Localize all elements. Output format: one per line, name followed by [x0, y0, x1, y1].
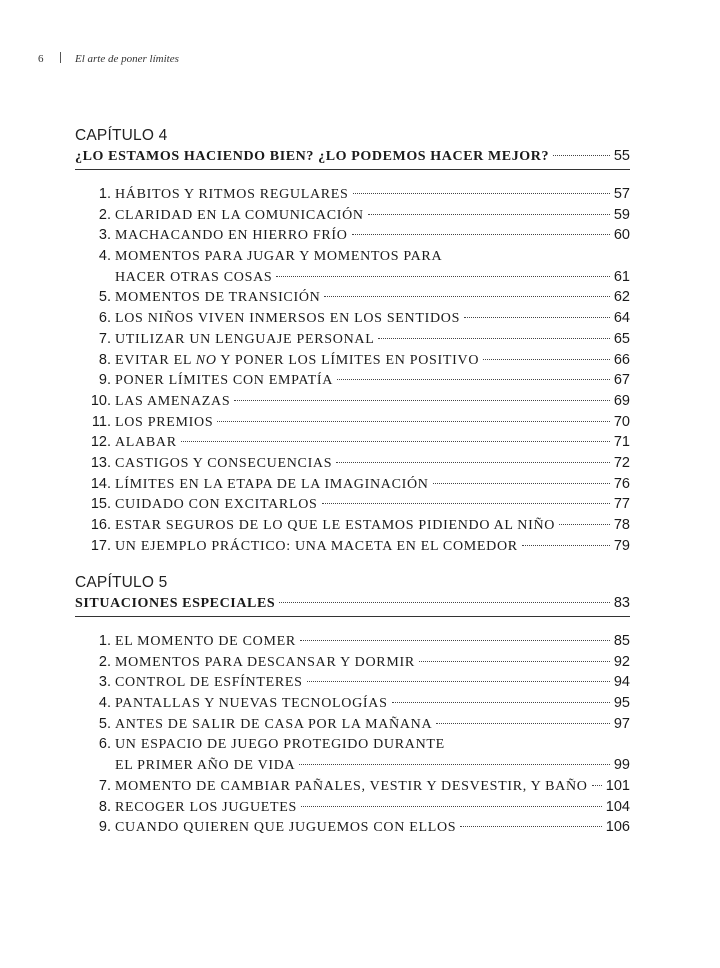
entry-title: ESTAR SEGUROS DE LO QUE LE ESTAMOS PIDIENDO AL NIÑO	[115, 518, 556, 533]
entry-title: MOMENTO DE CAMBIAR PAÑALES, VESTIR Y DESVESTIR, Y BAÑO	[115, 778, 588, 794]
toc-entry[interactable]	[75, 631, 630, 652]
entry-number: 14.	[90, 475, 111, 492]
entry-number: 7.	[98, 777, 111, 794]
dot-leader	[322, 503, 610, 504]
toc-entry[interactable]	[75, 672, 630, 693]
chapter-label: CAPÍTULO 4	[75, 127, 168, 144]
dot-leader	[337, 379, 610, 380]
entry-page-number: 65	[613, 330, 630, 347]
entry-number: 2.	[98, 653, 111, 670]
entry-page-number: 79	[613, 537, 630, 554]
entry-page-number: 67	[613, 372, 630, 389]
entry-page-number: 95	[613, 695, 630, 712]
entry-number: 1.	[98, 633, 111, 649]
entry-number: 1.	[98, 186, 111, 202]
chapter-page-number: 55	[613, 148, 630, 164]
entry-number: 8.	[98, 351, 111, 368]
entry-title: PONER LÍMITES CON EMPATÍA	[115, 373, 334, 389]
dot-leader	[378, 338, 609, 339]
entry-page-number: 57	[613, 186, 630, 202]
dot-leader	[352, 234, 610, 235]
toc-entry[interactable]	[75, 734, 630, 755]
entry-title: UN EJEMPLO PRÁCTICO: UNA MACETA EN EL COMEDOR	[115, 538, 518, 554]
toc-entry[interactable]	[75, 515, 630, 536]
entry-page-number: 76	[613, 475, 630, 492]
toc-entry[interactable]	[75, 308, 630, 329]
dot-leader	[483, 359, 610, 360]
entry-number: 9.	[98, 372, 111, 389]
dot-leader	[522, 545, 610, 546]
entry-page-number: 77	[613, 496, 630, 513]
toc-entry-continuation[interactable]	[75, 267, 630, 288]
entry-number: 15.	[90, 496, 111, 513]
dot-leader	[307, 681, 610, 682]
entry-title: UN ESPACIO DE JUEGO PROTEGIDO DURANTE	[115, 737, 445, 753]
entry-page-number: 70	[613, 413, 630, 430]
toc-entry[interactable]	[75, 652, 630, 673]
entry-page-number: 97	[613, 715, 630, 732]
dot-leader	[276, 276, 609, 277]
dot-leader	[553, 155, 610, 156]
entry-number: 11.	[91, 413, 111, 430]
entry-title: MOMENTOS PARA DESCANSAR Y DORMIR	[115, 654, 415, 670]
chapter-title: ¿LO ESTAMOS HACIENDO BIEN? ¿LO PODEMOS HACER MEJOR?	[75, 149, 550, 164]
entry-number: 5.	[98, 715, 111, 732]
toc-entry[interactable]	[75, 494, 630, 515]
toc-entry[interactable]	[75, 370, 630, 391]
dot-leader	[279, 602, 610, 603]
dot-leader	[234, 400, 610, 401]
entry-title: EL MOMENTO DE COMER	[115, 634, 296, 649]
entry-title: UTILIZAR UN LENGUAJE PERSONAL	[115, 331, 375, 347]
entry-title-line-2: EL PRIMER AÑO DE VIDA	[115, 758, 296, 774]
entry-title-line-2: HACER OTRAS COSAS	[115, 269, 273, 285]
entry-number: 17.	[90, 537, 111, 554]
toc-entry[interactable]	[75, 474, 630, 495]
dot-leader	[433, 483, 610, 484]
entry-number: 16.	[90, 517, 111, 533]
entry-title: LÍMITES EN LA ETAPA DE LA IMAGINACIÓN	[115, 476, 429, 492]
entry-page-number: 69	[613, 392, 630, 409]
dot-leader	[436, 723, 610, 724]
dot-leader	[392, 702, 610, 703]
toc-entry[interactable]	[75, 205, 630, 226]
entry-title: ANTES DE SALIR DE CASA POR LA MAÑANA	[115, 716, 433, 732]
entry-page-number: 72	[613, 454, 630, 471]
book-title: El arte de poner límites	[75, 53, 179, 65]
dot-leader	[299, 764, 609, 765]
entry-number: 6.	[98, 310, 111, 327]
dot-leader	[217, 421, 610, 422]
chapter-title-row[interactable]	[75, 146, 630, 170]
entry-number: 13.	[90, 454, 111, 471]
entry-title: CONTROL DE ESFÍNTERES	[115, 675, 303, 691]
entry-page-number: 62	[613, 289, 630, 306]
entry-number: 4.	[98, 248, 111, 265]
entry-page-number: 66	[613, 351, 630, 368]
running-head-divider	[60, 52, 61, 63]
entry-number: 7.	[98, 330, 111, 347]
dot-leader	[324, 296, 609, 297]
toc-entry[interactable]	[75, 329, 630, 350]
page-number: 6	[38, 53, 44, 65]
dot-leader	[353, 193, 610, 194]
entry-title: HÁBITOS Y RITMOS REGULARES	[115, 187, 349, 202]
toc-entry[interactable]	[75, 287, 630, 308]
toc-entry[interactable]	[75, 246, 630, 267]
entry-title-part: Y PONER LOS LÍMITES EN POSITIVO	[216, 352, 480, 368]
chapter-title-row[interactable]	[75, 593, 630, 617]
dot-leader	[181, 441, 610, 442]
entry-title: LOS NIÑOS VIVEN INMERSOS EN LOS SENTIDOS	[115, 311, 461, 327]
entry-page-number: 60	[613, 227, 630, 244]
entry-title	[115, 351, 479, 372]
entry-number: 8.	[98, 798, 111, 815]
chapter-title: SITUACIONES ESPECIALES	[75, 596, 276, 611]
chapter-label: CAPÍTULO 5	[75, 574, 168, 591]
running-head	[38, 52, 179, 65]
entry-title: PANTALLAS Y NUEVAS TECNOLOGÍAS	[115, 696, 388, 712]
toc-entry[interactable]	[75, 350, 630, 371]
toc-entry[interactable]	[75, 453, 630, 474]
entry-title-part: EVITAR EL	[115, 352, 196, 368]
dot-leader	[460, 826, 602, 827]
toc-chapter-4	[75, 126, 630, 556]
toc-entry-continuation[interactable]	[75, 755, 630, 776]
entry-page-number: 61	[613, 268, 630, 285]
entry-number: 3.	[98, 674, 111, 691]
entry-page-number: 104	[605, 798, 630, 815]
toc-entry[interactable]	[75, 714, 630, 735]
entry-number: 5.	[98, 289, 111, 306]
entry-title: RECOGER LOS JUGUETES	[115, 799, 298, 815]
entry-title: LOS PREMIOS	[115, 414, 214, 430]
dot-leader	[592, 785, 602, 786]
toc-entry[interactable]	[75, 184, 630, 205]
chapter-page-number: 83	[613, 595, 630, 611]
toc-entry[interactable]	[75, 391, 630, 412]
entry-title: MOMENTOS PARA JUGAR Y MOMENTOS PARA	[115, 249, 443, 265]
toc-entry[interactable]	[75, 412, 630, 433]
entry-number: 9.	[98, 819, 111, 836]
entry-title: CLARIDAD EN LA COMUNICACIÓN	[115, 207, 364, 223]
entry-number: 6.	[98, 736, 111, 753]
entry-number: 12.	[90, 434, 111, 451]
toc-chapter-5	[75, 573, 630, 838]
entry-title: ALABAR	[115, 435, 177, 451]
dot-leader	[300, 640, 610, 641]
dot-leader	[464, 317, 610, 318]
toc-entry[interactable]	[75, 797, 630, 818]
entry-title: CUIDADO CON EXCITARLOS	[115, 497, 318, 513]
dot-leader	[368, 214, 610, 215]
entry-title: LAS AMENAZAS	[115, 393, 231, 409]
entry-page-number: 71	[613, 434, 630, 451]
entry-page-number: 99	[613, 757, 630, 774]
toc-entry[interactable]	[75, 693, 630, 714]
toc-entry[interactable]	[75, 432, 630, 453]
entry-page-number: 101	[605, 777, 630, 794]
entry-title: MACHACANDO EN HIERRO FRÍO	[115, 228, 348, 244]
toc-entry[interactable]	[75, 536, 630, 557]
toc-entry[interactable]	[75, 817, 630, 838]
entry-number: 3.	[98, 227, 111, 244]
toc-entry[interactable]	[75, 225, 630, 246]
entry-title: CUANDO QUIEREN QUE JUGUEMOS CON ELLOS	[115, 820, 457, 836]
entry-number: 10.	[90, 392, 111, 409]
entry-page-number: 64	[613, 310, 630, 327]
toc-entry[interactable]	[75, 776, 630, 797]
entry-number: 2.	[98, 206, 111, 223]
entry-page-number: 94	[613, 674, 630, 691]
entry-title: CASTIGOS Y CONSECUENCIAS	[115, 455, 333, 471]
entry-page-number: 78	[613, 517, 630, 533]
dot-leader	[301, 806, 602, 807]
entry-page-number: 85	[613, 633, 630, 649]
entry-title: MOMENTOS DE TRANSICIÓN	[115, 290, 321, 306]
dot-leader	[559, 524, 610, 525]
entry-page-number: 59	[613, 206, 630, 223]
dot-leader	[419, 661, 610, 662]
entry-number: 4.	[98, 695, 111, 712]
entry-page-number: 106	[605, 819, 630, 836]
entry-title-emphasis: NO	[195, 352, 217, 368]
entry-page-number: 92	[613, 653, 630, 670]
dot-leader	[336, 462, 610, 463]
